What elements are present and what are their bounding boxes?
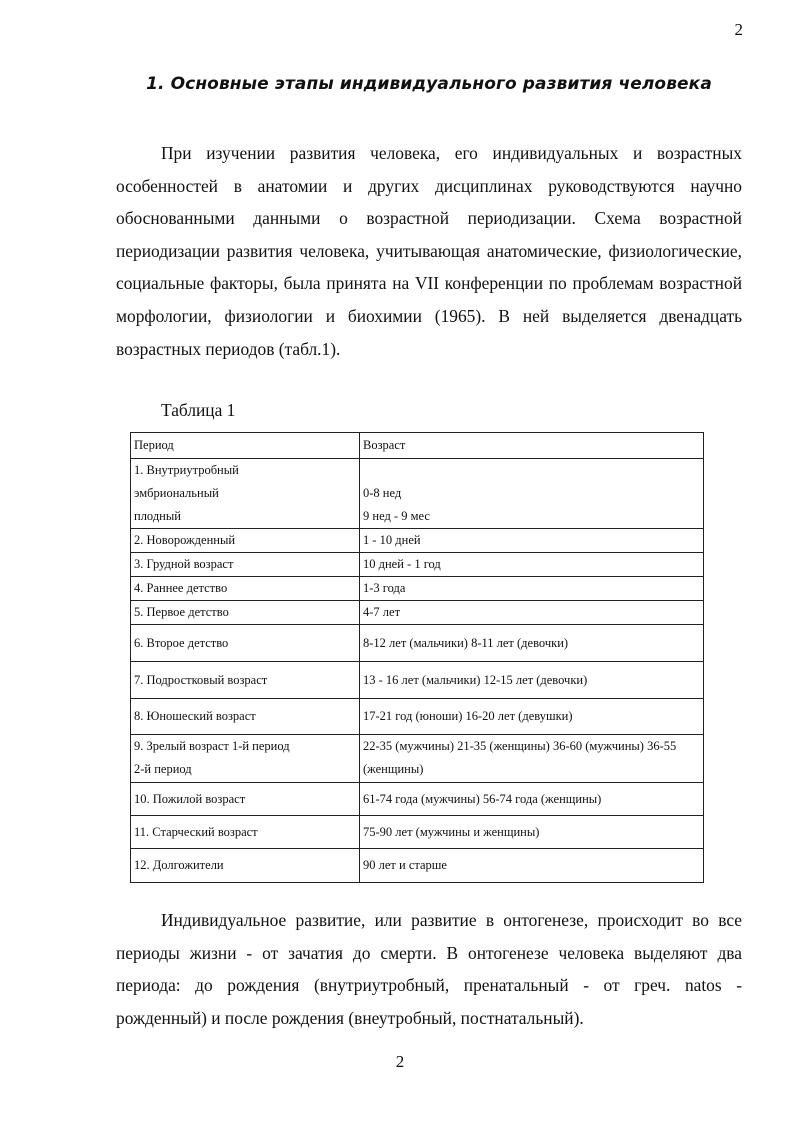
period-cell: [131, 735, 360, 783]
age-periods-table: [130, 432, 704, 883]
period-line: 9. Зрелый возраст 1-й период: [134, 739, 290, 753]
table-row: [131, 459, 704, 529]
table-row: [131, 735, 704, 783]
period-cell: 7. Подростковый возраст: [131, 662, 360, 699]
table-row: [131, 553, 704, 577]
period-cell: 5. Первое детство: [131, 601, 360, 625]
age-cell: 4-7 лет: [360, 601, 704, 625]
age-cell: 13 - 16 лет (мальчики) 12-15 лет (девочки): [360, 662, 704, 699]
period-line: 2-й период: [134, 762, 192, 776]
table-row: [131, 849, 704, 883]
age-cell: 17-21 год (юноши) 16-20 лет (девушки): [360, 699, 704, 735]
period-cell: 12. Долгожители: [131, 849, 360, 883]
intro-paragraph: [116, 137, 742, 365]
period-line: эмбриональный: [134, 486, 219, 500]
age-cell: 61-74 года (мужчины) 56-74 года (женщины): [360, 783, 704, 816]
section-title: 1. Основные этапы индивидуального развития человека: [146, 74, 712, 94]
age-cell: 90 лет и старше: [360, 849, 704, 883]
age-line: 0-8 нед: [363, 486, 402, 500]
period-cell: 4. Раннее детство: [131, 577, 360, 601]
period-cell: 6. Второе детство: [131, 625, 360, 662]
age-cell: 10 дней - 1 год: [360, 553, 704, 577]
period-cell: 11. Старческий возраст: [131, 816, 360, 849]
ontogenesis-paragraph-text: Индивидуальное развитие, или развитие в онтогенезе, происходит во все периоды жизни - от зачатия до смерти. В онтогенезе человека выделяют два периода: до рождения (внутриутробный, пренатальный - от греч. natos - рожденный) и после рождения (внеутробный, постнатальный).: [116, 910, 742, 1028]
age-line: [363, 459, 700, 482]
period-line: плодный: [134, 509, 181, 523]
intro-paragraph-text: При изучении развития человека, его индивидуальных и возрастных особенностей в анатомии и других дисциплинах руководствуются научно обоснованными данными о возрастной периодизации. Схема возрастной периодизации развития человека, учитывающая анатомические, физиологические, социальные факторы, была принята на VII конференции по проблемам возрастной морфологии, физиологии и биохимии (1965). В ней выделяется двенадцать возрастных периодов (табл.1).: [116, 143, 742, 359]
period-cell: 3. Грудной возраст: [131, 553, 360, 577]
table-row: [131, 625, 704, 662]
age-cell: 1-3 года: [360, 577, 704, 601]
age-line: 9 нед - 9 мес: [363, 509, 430, 523]
header-age: Возраст: [360, 433, 704, 459]
age-cell: [360, 735, 704, 783]
page-number-top: 2: [734, 20, 743, 39]
ontogenesis-paragraph: [116, 904, 742, 1034]
table-row: [131, 783, 704, 816]
period-cell: 2. Новорожденный: [131, 529, 360, 553]
table-header-row: [131, 433, 704, 459]
table-row: [131, 529, 704, 553]
period-cell: 8. Юношеский возраст: [131, 699, 360, 735]
age-line: (женщины): [363, 762, 424, 776]
age-cell: 75-90 лет (мужчины и женщины): [360, 816, 704, 849]
age-cell: 8-12 лет (мальчики) 8-11 лет (девочки): [360, 625, 704, 662]
age-cell: [360, 459, 704, 529]
table-row: [131, 662, 704, 699]
table-row: [131, 601, 704, 625]
page-number-bottom: 2: [395, 1052, 405, 1071]
age-cell: 1 - 10 дней: [360, 529, 704, 553]
table-row: [131, 816, 704, 849]
period-cell: 10. Пожилой возраст: [131, 783, 360, 816]
table-row: [131, 699, 704, 735]
table-row: [131, 577, 704, 601]
table-caption: Таблица 1: [161, 400, 236, 420]
header-period: Период: [131, 433, 360, 459]
period-line: 1. Внутриутробный: [134, 463, 239, 477]
period-cell: [131, 459, 360, 529]
age-line: 22-35 (мужчины) 21-35 (женщины) 36-60 (мужчины) 36-55: [363, 739, 677, 753]
